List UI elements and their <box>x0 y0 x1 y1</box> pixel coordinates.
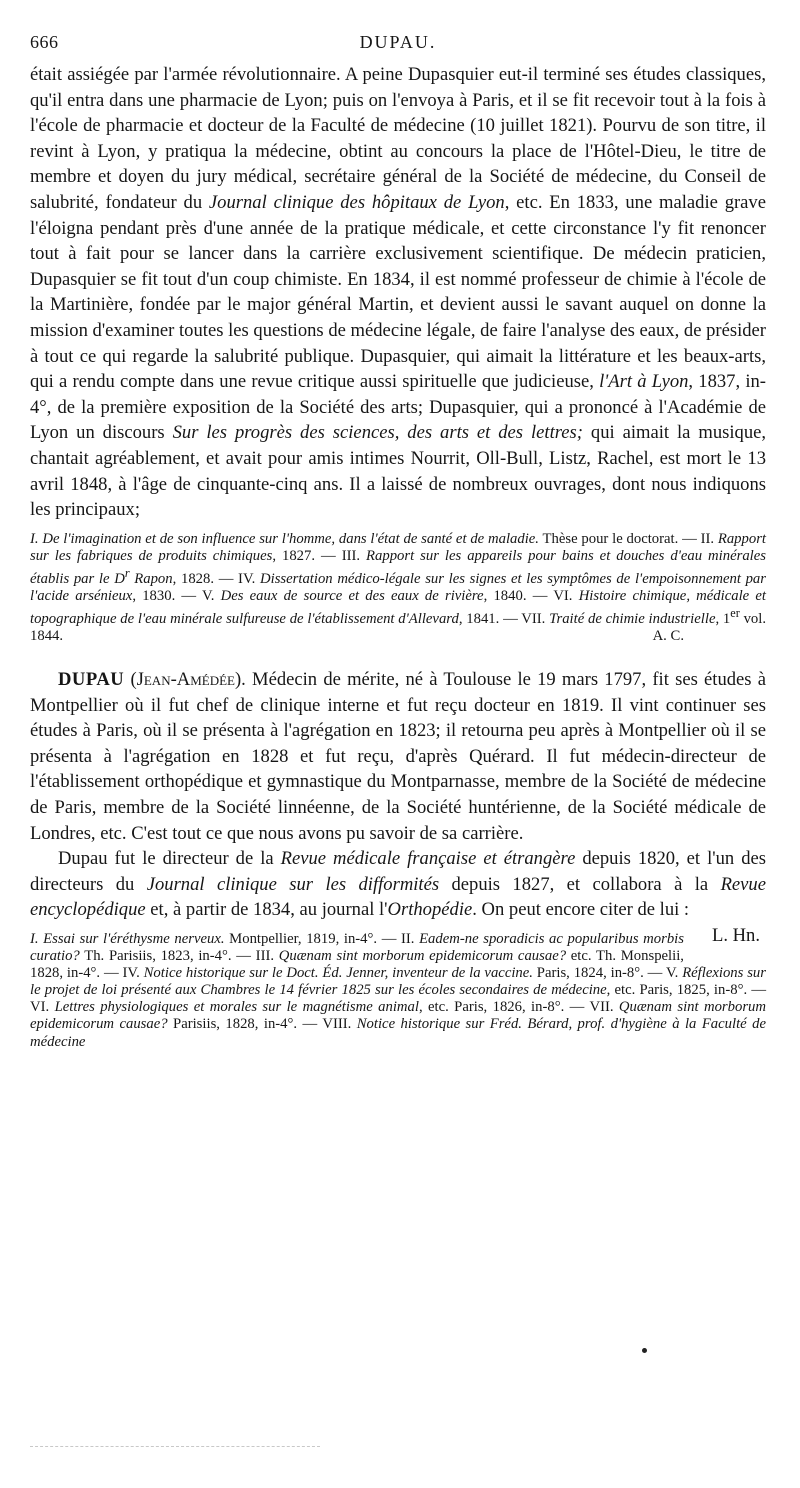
dupau-entry <box>30 667 766 1051</box>
note-run: vol. 1844. <box>30 610 767 644</box>
italic-title: Revue médicale française et étrangère <box>280 848 576 870</box>
note-run: , 1840. — VI. <box>483 587 579 604</box>
note-run: Quænam sint morborum epidemicorum causae? <box>278 948 567 965</box>
note-run: , 1828. — IV. <box>172 570 261 587</box>
note-run: I. Essai sur l'éréthysme nerveux. <box>30 930 225 947</box>
note-run: Rapport sur les fabriques de produits chimiques <box>30 530 766 564</box>
note-run: Notice historique sur le Doct. Éd. Jenner, inventeur de la vaccine. <box>143 965 533 982</box>
note-run: Dissertation médico-légale sur les signes et les symptômes de l'empoisonnement par l'acide arsénieux <box>30 570 766 604</box>
page-number: 666 <box>30 32 59 52</box>
dupau-paragraph <box>30 667 766 846</box>
note-run: Rapon <box>129 570 173 587</box>
note-run: , 1827. — III. <box>272 547 367 564</box>
note-run: Parisiis, 1828, in-4°. — VIII. <box>167 1016 357 1033</box>
note-run: , 1830. — V. <box>132 587 221 604</box>
italic-title: Journal clinique sur les difformités <box>146 873 440 895</box>
italic-title: Revue encyclopédique <box>30 873 766 921</box>
note-run: , etc. Paris, 1825, in-8°. — VI. <box>30 982 767 1016</box>
note-run: , 1 <box>715 610 731 627</box>
text-run: , 1837, in-4°, de la première exposition de la Société des arts; Dupasquier, qui a prononcé à l'Académie de Lyon un discours <box>30 371 766 444</box>
running-title: DUPAU. <box>359 32 437 52</box>
text-run: qui aimait la musique, chantait agréablement, et avait pour amis intimes Nourrit, Oll-Bull, Listz, Rachel, est mort le 13 avril 1848, à l'âge de cinquante-cinq ans. Il a laissé de nombreux ouvrages, dont nous indiquons les principaux; <box>30 422 767 521</box>
entry-given-names: (Jean-Amédée). <box>130 669 246 691</box>
ink-dot <box>642 1348 647 1353</box>
text-run: et, à partir de 1834, au journal l' <box>145 899 388 921</box>
author-signature: L. Hn. <box>711 924 760 946</box>
author-signature: A. C. <box>652 627 684 644</box>
note-run: r <box>124 565 130 580</box>
text-run: . On peut encore citer de lui : <box>472 899 690 921</box>
italic-title: Orthopédie <box>387 899 473 921</box>
dupau-bibliography <box>30 931 766 1051</box>
dupasquier-paragraph <box>30 62 766 523</box>
note-run: I. De l'imagination et de son influence sur l'homme, dans l'état de santé et de maladie. <box>30 530 539 547</box>
italic-title: Journal clinique des hôpitaux de Lyon <box>208 191 505 213</box>
note-run: Histoire chimique, médicale et topographique de l'eau minérale sulfureuse de l'établissement d'Allevard <box>30 587 766 627</box>
dupasquier-bibliography <box>30 531 766 645</box>
note-run: Rapport sur les appareils pour bains et douches d'eau minérales établis par le D <box>30 547 766 587</box>
note-run: Des eaux de source et des eaux de rivière <box>220 587 484 604</box>
note-run: , etc. Paris, 1826, in-8°. — VII. <box>418 999 619 1016</box>
note-run: Réflexions sur le projet de loi présenté aux Chambres le 14 février 1825 sur les écoles secondaires de médecine <box>30 965 766 999</box>
text-run: , etc. En 1833, une maladie grave l'éloigna pendant près d'une année de la pratique médicale, et cette circonstance l'y fit renoncer tout à fait pour se lancer dans la carrière exclusivement scientifique. De médecin praticien, Dupasquier se fit tout d'un coup chimiste. En 1834, il est nommé professeur de chimie à l'école de la Martinière, fondée par le major général Martin, et devient aussi le savant auquel on donne la mission d'examiner toutes les questions de médecine légale, de faire l'analyse des eaux, de présider à tout ce qui regarde la salubrité publique. Dupasquier, qui aimait la littérature et les beaux-arts, qui a rendu compte dans une revue critique aussi spirituelle que judicieuse, <box>30 191 766 393</box>
page <box>30 0 766 1051</box>
text-run: était assiégée par l'armée révolutionnaire. A peine Dupasquier eut-il terminé ses études classiques, qu'il entra dans une pharmacie de Lyon; puis on l'envoya à Paris, et il se fit recevoir tout à la fois à l'école de pharmacie et docteur de la Faculté de médecine (10 juillet 1821). Pourvu de son titre, il revint à Lyon, y pratiqua la médecine, obtint au concours la place de l'Hôtel-Dieu, le titre de membre et doyen du jury médical, secrétaire général de la Société de médecine, du Conseil de salubrité, fondateur du <box>30 64 766 213</box>
note-run: Lettres physiologiques et morales sur le magnétisme animal <box>54 999 419 1016</box>
note-run: er <box>730 605 740 620</box>
text-run: depuis 1820, et l'un des directeurs du <box>30 848 766 895</box>
note-run: , 1841. — VII. <box>458 610 550 627</box>
note-run: Th. Parisiis, 1823, in-4°. — III. <box>79 948 279 965</box>
note-run: Eadem-ne sporadicis ac popularibus morbis curatio? <box>30 930 684 965</box>
entry-headword: DUPAU <box>58 669 125 691</box>
note-run: etc. Th. Monspelii, 1828, in-4°. — IV. <box>30 948 684 982</box>
italic-title: l'Art à Lyon <box>599 371 689 393</box>
text-run: Médecin de mérite, né à Toulouse le 19 mars 1797, fit ses études à Montpellier où il fut chef de clinique interne et fut reçu docteur en 1819. Il vint continuer ses études à Paris, où il se présenta à l'agrégation en 1823; il retourna peu après à Montpellier où il se présenta à l'agrégation en 1828 et fut reçu, d'après Quérard. Il fut médecin-directeur de l'établissement orthopédique et gymnastique du Montparnasse, membre de la Société de médecine de Paris, membre de la Société linnéenne, de la Société huntérienne, de la Société médicale de Londres, etc. C'est tout ce que nous avons pu savoir de sa carrière. <box>30 669 767 844</box>
note-run: Thèse pour le doctorat. — II. <box>538 530 718 547</box>
note-run: Paris, 1824, in-8°. — V. <box>532 965 683 982</box>
footer-rule <box>30 1446 320 1447</box>
note-run: Montpellier, 1819, in-4°. — II. <box>224 930 420 947</box>
text-run: Dupau fut le directeur de la <box>58 848 281 870</box>
page-header <box>30 0 766 62</box>
note-run: Notice historique sur Fréd. Bérard, prof. d'hygiène à la Faculté de médecine <box>30 1016 766 1050</box>
italic-title: Sur les progrès des sciences, des arts et des lettres; <box>172 422 583 444</box>
note-run: Quænam sint morborum epidemicorum causae? <box>30 999 766 1033</box>
note-run: Traité de chimie industrielle <box>549 610 716 627</box>
text-run: depuis 1827, et collabora à la <box>439 873 721 895</box>
